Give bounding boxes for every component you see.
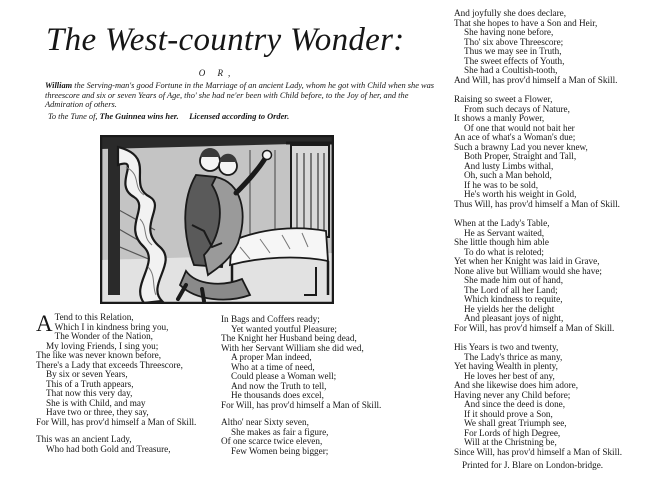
ballad-title: The West-country Wonder: [46,22,405,58]
stanza-line: This of a Truth appears, [46,378,134,389]
stanza-line: And she likewise does him adore, [454,380,579,390]
tune-name: The Guinnea wins her. [99,112,179,121]
stanza-3 [221,315,421,410]
verse-column-right [454,9,659,470]
stanza-line: Thus Will, has prov'd himself a Man of Skill. [454,198,620,209]
stanza-6 [454,95,659,209]
subtitle-name: William [45,81,73,90]
ballad-subtitle [45,81,440,110]
stanza-line: And pleasant joys of night, [464,313,564,323]
stanza-2 [36,435,216,454]
stanza-line: Could please a Woman well; [231,371,337,381]
stanza-line: Tend to this Relation, [54,312,134,322]
or-line: O R, [198,68,236,78]
stanza-line: Yet when her Knight was laid in Grave, [454,256,600,266]
stanza-line: For Will, has prov'd himself a Man of Skill. [221,399,382,410]
stanza-line: Yet wanted youtful Pleasure; [231,323,337,334]
stanza-7 [454,219,659,333]
stanza-line: He's worth his weight in Gold, [464,189,577,199]
stanza-8 [454,343,659,457]
stanza-1 [36,313,216,427]
stanza-line: Few Women being bigger; [231,445,329,456]
stanza-line: The like was never known before, [36,350,162,360]
stanza-line: And Will, has prov'd himself a Man of Skill. [454,74,618,85]
stanza-4 [221,418,421,456]
stanza-line: Who had both Gold and Treasure, [46,443,171,454]
stanza-line: Of one scarce twice eleven, [221,436,323,446]
stanza-line: An ace of what's a Woman's due; [454,132,576,142]
stanza-line: She little though him able [454,237,549,247]
stanza-line: None alive but William would she have; [454,265,602,276]
stanza-line: The Lord of all her Land; [464,284,558,295]
tune-line [48,112,442,121]
woodcut-illustration [100,135,334,304]
stanza-line: And joyfully she does declare, [454,8,567,18]
stanza-line: We shall great Triumph see, [464,418,567,428]
stanza-line: He loves her best of any, [464,370,555,381]
stanza-line: Will at the Christning be, [464,437,557,447]
verse-column-left [36,313,216,462]
stanza-line: She is with Child, and may [46,397,146,408]
verse-column-middle [221,315,421,464]
stanza-line: The Wonder of the Nation, [54,331,153,341]
stanza-line: He as Servant waited, [464,227,545,238]
stanza-line: Who at a time of need, [231,361,315,372]
stanza-line: Altho' near Sixty seven, [221,417,309,427]
stanza-line: When at the Lady's Table, [454,218,550,228]
stanza-5 [454,9,659,85]
stanza-line: The Knight her Husband being dead, [221,333,357,343]
stanza-line: My loving Friends, I sing you; [46,340,159,351]
stanza-line: Both Proper, Straight and Tall, [464,151,577,161]
stanza-line: Which kindness to requite, [464,294,563,304]
stanza-line: Oh, such a Man behold, [464,170,552,180]
stanza-line: Which I in kindness bring you, [54,321,169,332]
stanza-line: With her Servant William she did wed, [221,342,364,353]
tune-prefix: To the Tune of, [48,112,98,121]
stanza-line: Thus we may see in Truth, [464,46,562,56]
stanza-line: Raising so sweet a Flower, [454,94,553,104]
stanza-line: For Will, has prov'd himself a Man of Skill. [454,322,615,333]
stanza-line: There's a Lady that exceeds Threescore, [36,359,183,370]
stanza-line: Tho' six above Threescore; [464,36,564,47]
stanza-line: In Bags and Coffers ready; [221,314,320,324]
stanza-line: Of one that would not bait her [464,122,575,133]
stanza-line: The Lady's thrice as many, [464,351,563,362]
licence-text: Licensed according to Order. [189,112,290,121]
stanza-line: By six or seven Years, [46,369,128,379]
stanza-line: For Lords of high Degree, [464,427,561,438]
stanza-line: And since the deed is done, [464,399,566,409]
stanza-line: She having none before, [464,27,554,37]
stanza-line: A proper Man indeed, [231,352,312,362]
stanza-line: Since Will, has prov'd himself a Man of Skill. [454,446,623,457]
stanza-line: If he was to be sold, [464,179,538,190]
stanza-line: The sweet effects of Youth, [464,55,565,66]
woodcut-couple-by-bed-icon [101,136,333,303]
stanza-line: This was an ancient Lady, [36,434,132,444]
stanza-line: From such decays of Nature, [464,103,570,114]
stanza-line: That now this very day, [46,388,133,398]
stanza-line: He yields her the delight [464,303,555,314]
stanza-line: He thousands does excel, [231,390,324,400]
drop-cap: A [36,311,53,336]
stanza-line: She had a Coultish-tooth, [464,65,558,75]
stanza-line: She makes as fair a figure, [231,426,329,437]
stanza-line: And lusty Limbs withal, [464,160,554,171]
stanza-line: It shows a manly Power, [454,113,545,123]
stanza-line: If it should prove a Son, [464,408,553,419]
stanza-line: Have two or three, they say, [46,407,149,417]
stanza-line: Such a brawny Lad you never knew, [454,141,588,152]
stanza-line: She made him out of hand, [464,275,564,285]
stanza-line: His Years is two and twenty, [454,342,559,352]
stanza-line: Yet having Wealth in plenty, [454,361,558,371]
stanza-line: And now the Truth to tell, [231,380,327,391]
stanza-line: To do what is reloted; [464,246,544,257]
stanza-line: Having never any Child before; [454,389,571,400]
subtitle-text: the Serving-man's good Fortune in the Marriage of an ancient Lady, whom he got with Child when she was threescore and six or seven Years of Age, tho' she had ne'er been with Child before, to the Joy of her, and the Admiration of others. [45,81,435,110]
stanza-line: That she hopes to have a Son and Heir, [454,17,598,28]
printer-imprint: Printed for J. Blare on London-bridge. [462,460,604,470]
stanza-line: For Will, has prov'd himself a Man of Skill. [36,416,197,427]
